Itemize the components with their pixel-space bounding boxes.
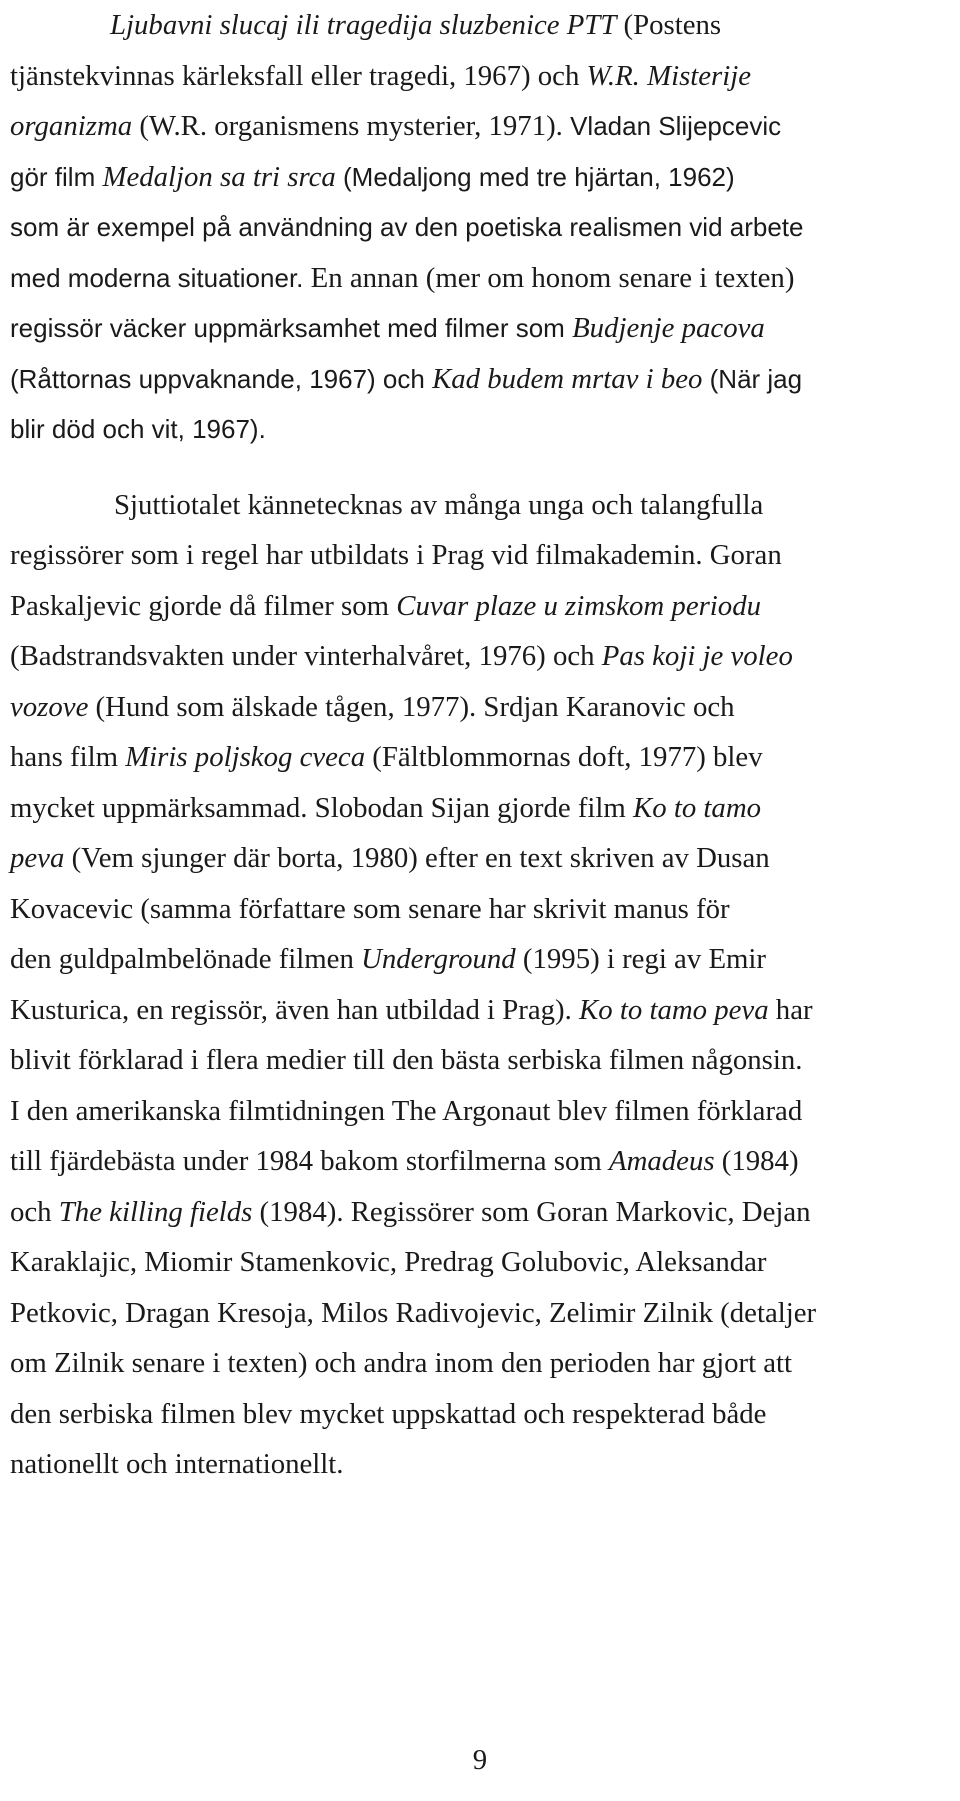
text-line: om Zilnik senare i texten) och andra inom den perioden har gjort att	[10, 1347, 793, 1379]
film-title: Medaljon sa tri srca	[102, 160, 336, 193]
text-line: nationellt och internationellt.	[10, 1448, 344, 1480]
text-line: som är exempel på användning av den poetiska realismen vid arbete	[10, 212, 804, 242]
text-line: blivit förklarad i flera medier till den bästa serbiska filmen någonsin.	[10, 1044, 803, 1076]
text-line: blir död och vit, 1967).	[10, 414, 266, 444]
film-title: Ljubavni slucaj ili tragedija sluzbenice PTT	[110, 9, 617, 41]
text-line: regissör väcker uppmärksamhet med filmer som Budjenje pacova	[10, 312, 765, 344]
film-title: Ko to tamo	[633, 791, 762, 824]
film-title: vozove	[10, 690, 89, 723]
film-title: Ko to tamo peva	[579, 993, 769, 1026]
text-line: gör film Medaljon sa tri srca (Medaljong med tre hjärtan, 1962)	[10, 160, 735, 193]
page-number: 9	[472, 1744, 488, 1776]
text-line: den serbiska filmen blev mycket uppskattad och respekterad både	[10, 1397, 767, 1430]
film-title: organizma	[10, 110, 133, 142]
text-line: (Råttornas uppvaknande, 1967) och Kad budem mrtav i beo (När jag	[10, 362, 803, 395]
text-line: tjänstekvinnas kärleksfall eller tragedi, 1967) och W.R. Misterije	[10, 59, 752, 92]
text-line: med moderna situationer. En annan (mer om honom senare i texten)	[10, 261, 795, 294]
text-line: organizma (W.R. organismens mysterier, 1971). Vladan Slijepcevic	[10, 110, 782, 142]
text-line: Kusturica, en regissör, även han utbildad i Prag). Ko to tamo peva har	[10, 993, 813, 1026]
film-title: W.R. Misterije	[586, 59, 752, 92]
text-line: (Badstrandsvakten under vinterhalvåret, 1976) och Pas koji je voleo	[10, 640, 793, 672]
text-line: Karaklajic, Miomir Stamenkovic, Predrag Golubovic, Aleksandar	[10, 1246, 767, 1278]
text-line: Sjuttiotalet kännetecknas av många unga och talangfulla	[114, 488, 764, 521]
film-title: The killing fields	[58, 1195, 253, 1228]
film-title: Kad budem mrtav i beo	[432, 362, 703, 395]
film-title: peva	[10, 842, 65, 874]
document-body	[10, 0, 955, 1490]
film-title: Pas koji je voleo	[601, 640, 793, 672]
text-line: I den amerikanska filmtidningen The Argonaut blev filmen förklarad	[10, 1094, 803, 1127]
film-title: Miris poljskog cveca	[125, 741, 366, 773]
text-line: regissörer som i regel har utbildats i Prag vid filmakademin. Goran	[10, 539, 782, 571]
film-title: Amadeus	[608, 1145, 715, 1177]
text-line: och The killing fields (1984). Regissörer som Goran Markovic, Dejan	[10, 1195, 811, 1228]
text-line: den guldpalmbelönade filmen Underground (1995) i regi av Emir	[10, 943, 767, 975]
text-line: peva (Vem sjunger där borta, 1980) efter en text skriven av Dusan	[10, 842, 770, 874]
paragraph-2	[10, 480, 955, 1490]
text-line: Paskaljevic gjorde då filmer som Cuvar plaze u zimskom periodu	[10, 589, 762, 622]
paragraph-1	[10, 0, 955, 455]
text-line: mycket uppmärksammad. Slobodan Sijan gjorde film Ko to tamo	[10, 791, 762, 824]
film-title: Underground	[361, 943, 516, 975]
text-line: hans film Miris poljskog cveca (Fältblommornas doft, 1977) blev	[10, 741, 763, 773]
text-line: till fjärdebästa under 1984 bakom storfilmerna som Amadeus (1984)	[10, 1145, 799, 1177]
text-line: Kovacevic (samma författare som senare har skrivit manus för	[10, 892, 730, 925]
film-title: Budjenje pacova	[572, 312, 765, 344]
text-line: Petkovic, Dragan Kresoja, Milos Radivojevic, Zelimir Zilnik (detaljer	[10, 1296, 817, 1329]
text-line: Ljubavni slucaj ili tragedija sluzbenice PTT (Postens	[110, 9, 722, 41]
film-title: Cuvar plaze u zimskom periodu	[396, 589, 762, 622]
text-line: vozove (Hund som älskade tågen, 1977). Srdjan Karanovic och	[10, 690, 735, 723]
